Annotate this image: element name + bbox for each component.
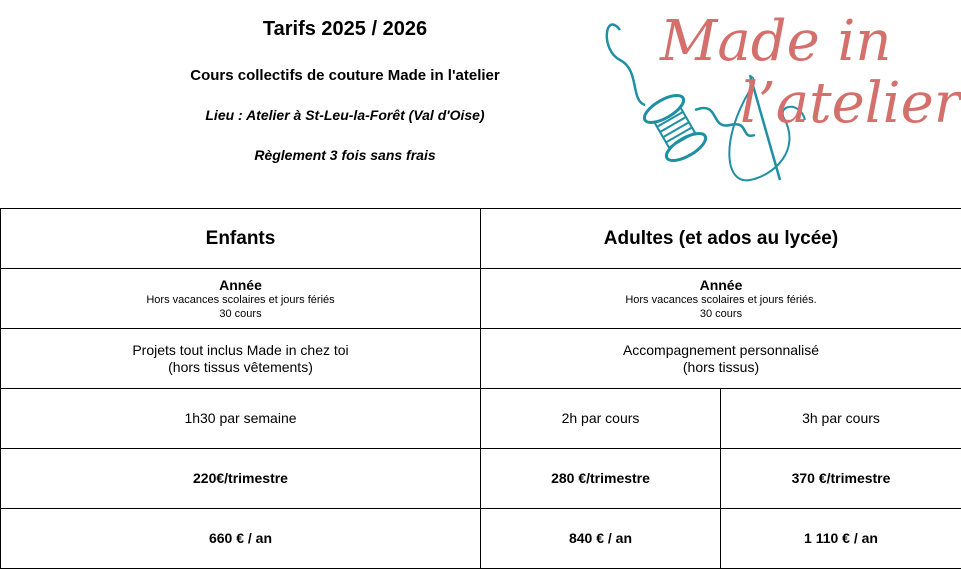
adults-price-term-2h-cell: 280 €/trimestre (481, 449, 721, 509)
location-text: Lieu : Atelier à St-Leu-la-Forêt (Val d'Oise) (205, 107, 485, 123)
logo-text-line2: l’atelier (740, 71, 961, 136)
adults-year-cell (481, 269, 961, 329)
table-row (1, 329, 961, 389)
header (0, 0, 690, 200)
table-row (1, 509, 961, 569)
adults-duration-3h-cell: 3h par cours (721, 389, 961, 449)
table-row (1, 269, 961, 329)
page-title: Tarifs 2025 / 2026 (262, 18, 428, 40)
adults-price-year-3h-cell: 1 110 € / an (721, 509, 961, 569)
children-duration-cell: 1h30 par semaine (1, 389, 481, 449)
year-detail: Hors vacances scolaires et jours fériés. (625, 293, 817, 306)
table-row (1, 209, 961, 269)
year-title: Année (219, 276, 262, 293)
table-row (1, 389, 961, 449)
logo-text-line1: Made in (660, 9, 892, 74)
table-row (1, 449, 961, 509)
year-courses: 30 cours (699, 307, 743, 320)
year-title: Année (699, 276, 743, 293)
children-price-year-cell: 660 € / an (1, 509, 481, 569)
adults-support-cell: Accompagnement personnalisé (hors tissus) (481, 329, 961, 389)
children-heading: Enfants (1, 209, 481, 269)
year-detail: Hors vacances scolaires et jours fériés (146, 293, 335, 306)
payment-text: Règlement 3 fois sans frais (254, 147, 436, 163)
adults-heading: Adultes (et ados au lycée) (481, 209, 961, 269)
children-year-cell (1, 269, 481, 329)
thread-spool-needle-icon (600, 0, 961, 200)
adults-price-year-2h-cell: 840 € / an (481, 509, 721, 569)
children-price-term-cell: 220€/trimestre (1, 449, 481, 509)
price-table (0, 208, 961, 569)
year-courses: 30 cours (219, 307, 262, 320)
brand-logo (600, 0, 961, 200)
children-projects-cell: Projets tout inclus Made in chez toi (hors tissus vêtements) (1, 329, 481, 389)
adults-duration-2h-cell: 2h par cours (481, 389, 721, 449)
page-subtitle: Cours collectifs de couture Made in l'atelier (190, 67, 500, 84)
adults-price-term-3h-cell: 370 €/trimestre (721, 449, 961, 509)
